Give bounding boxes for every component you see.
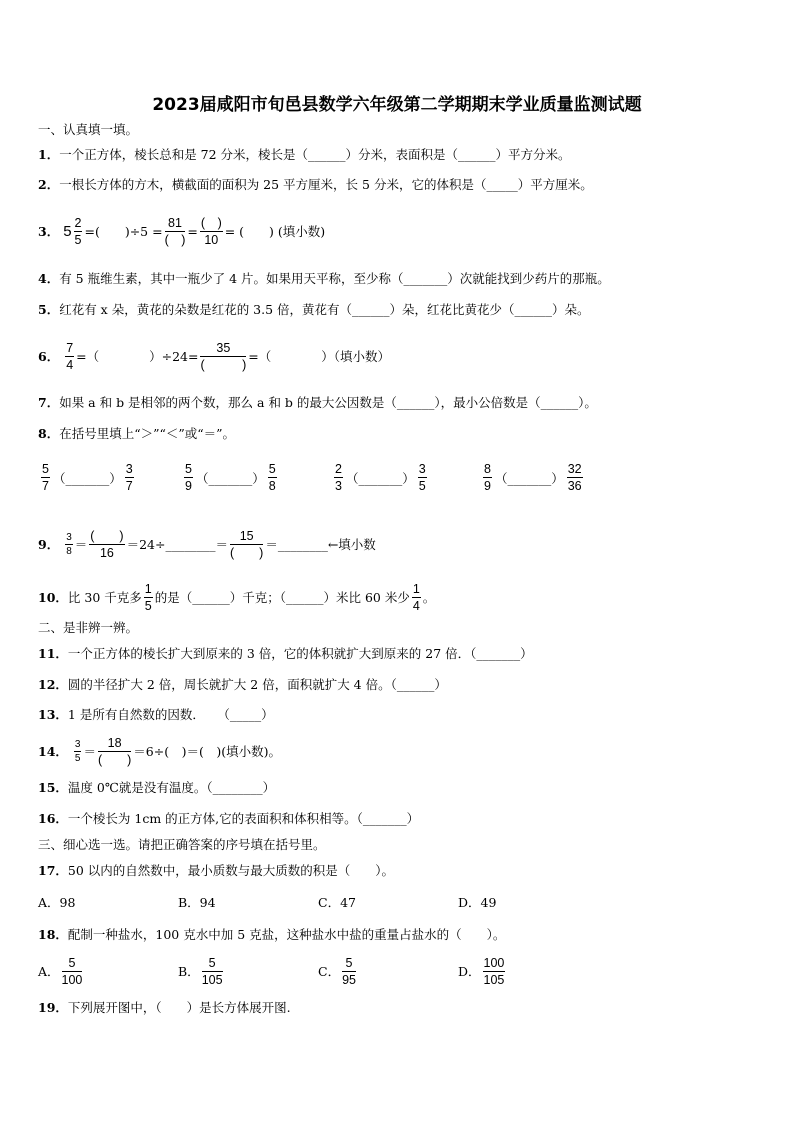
question-16: [38, 811, 419, 827]
question-13: [38, 707, 274, 723]
question-text: = ( ) (填小数): [224, 223, 326, 239]
question-2: [38, 177, 593, 193]
option-a[interactable]: A．98: [38, 895, 76, 910]
fraction: [483, 956, 506, 987]
denominator: 7: [42, 479, 49, 493]
question-number: 17．: [38, 863, 68, 878]
compare-item: [480, 462, 586, 493]
numerator: 5: [62, 956, 83, 972]
question-3: [38, 210, 325, 253]
denominator: ( ): [97, 753, 132, 767]
question-text: 一个正方体，棱长总和是 72 分米，棱长是（______）分米，表面积是（______）平方分米。: [59, 147, 571, 162]
denominator: 8: [268, 479, 276, 493]
question-number: 10．: [38, 589, 68, 605]
question-text: 1 是所有自然数的因数． （_____）: [67, 707, 274, 722]
denominator: 7: [125, 479, 133, 493]
denominator: 4: [66, 358, 74, 372]
compare-item: [331, 462, 430, 493]
option-letter: D．: [458, 963, 481, 979]
question-4: [38, 271, 610, 287]
fraction: [98, 736, 131, 767]
denominator: 36: [567, 479, 582, 493]
denominator: 4: [412, 599, 420, 613]
question-number: 2．: [38, 177, 60, 192]
numerator: 100: [483, 956, 505, 970]
option-b[interactable]: [178, 950, 318, 993]
fraction: [74, 739, 82, 764]
numerator: 3: [74, 739, 81, 750]
fraction: [125, 462, 134, 493]
numerator: 2: [335, 462, 342, 476]
question-text: ＝: [74, 536, 88, 552]
denominator: 5: [418, 479, 426, 493]
compare-item: [38, 462, 137, 493]
fraction: [342, 956, 356, 987]
question-7: [38, 395, 597, 411]
fraction: [65, 532, 73, 557]
question-number: 6．: [38, 348, 60, 364]
fraction: [334, 462, 343, 493]
question-14: [38, 730, 281, 773]
question-number: 18．: [38, 927, 68, 942]
denominator: 16: [99, 546, 114, 560]
question-6: [38, 335, 390, 378]
denominator: ( ): [200, 358, 247, 372]
fraction: [89, 529, 124, 560]
question-text: 一根长方体的方木，横截面的面积为 25 平方厘米，长 5 分米，它的体积是（_____）平方厘米。: [59, 177, 593, 192]
option-c[interactable]: [318, 950, 458, 993]
question-number: 11．: [38, 646, 68, 661]
fraction: [483, 462, 492, 493]
numerator: 32: [567, 462, 582, 476]
question-number: 14．: [38, 743, 68, 759]
numerator: 5: [185, 462, 192, 476]
question-17-options: [38, 895, 598, 911]
question-number: 12．: [38, 677, 68, 692]
numerator: 5: [342, 956, 356, 972]
fraction: [418, 462, 427, 493]
question-text: 如果 a 和 b 是相邻的两个数，那么 a 和 b 的最大公因数是（______），最小公倍数是（______）。: [59, 395, 597, 410]
denominator: 9: [484, 479, 491, 493]
answer-blank[interactable]: （_______）: [494, 470, 564, 486]
numerator: 2: [74, 216, 82, 230]
fraction: [62, 956, 83, 987]
option-b[interactable]: B．94: [178, 895, 216, 910]
section-3-heading: 三、细心选一选。请把正确答案的序号填在括号里。: [38, 837, 326, 852]
question-text: 圆的半径扩大 2 倍，周长就扩大 2 倍，面积就扩大 4 倍。（______）: [67, 677, 447, 692]
question-9: [38, 522, 376, 567]
numerator: ( ): [200, 216, 222, 230]
question-8: [38, 426, 235, 442]
denominator: 105: [201, 973, 223, 987]
numerator: 7: [66, 341, 74, 355]
section-2-heading: 二、是非辨一辨。: [38, 620, 139, 635]
question-number: 15．: [38, 780, 68, 795]
question-11: [38, 646, 533, 662]
numerator: ( ): [90, 529, 124, 543]
question-text: 比 30 千克多: [67, 589, 142, 605]
fraction: [268, 462, 277, 493]
question-number: 16．: [38, 811, 68, 826]
numerator: 1: [144, 582, 152, 596]
denominator: ( ): [164, 233, 186, 247]
answer-blank[interactable]: （_______）: [345, 470, 415, 486]
question-1: [38, 147, 571, 163]
fraction: [184, 462, 193, 493]
question-text: 一个正方体的棱长扩大到原来的 3 倍，它的体积就扩大到原来的 27 倍．（_______）: [67, 646, 533, 661]
fraction: [144, 582, 153, 613]
question-text: ＝________←填小数: [265, 536, 376, 552]
denominator: 5: [74, 233, 82, 247]
fraction: [200, 216, 223, 247]
question-text: 的是（______）千克；（______）米比 60 米少: [154, 589, 410, 605]
numerator: 3: [125, 462, 133, 476]
numerator: 18: [98, 736, 131, 752]
question-5: [38, 302, 590, 318]
numerator: 3: [418, 462, 426, 476]
fraction: [165, 216, 186, 247]
fraction: [41, 462, 50, 493]
fraction: [202, 956, 223, 987]
question-number: 3．: [38, 223, 60, 239]
option-c[interactable]: C．47: [318, 895, 356, 910]
question-number: 7．: [38, 395, 60, 410]
option-d[interactable]: [458, 950, 598, 993]
question-19: [38, 1000, 291, 1016]
numerator: 3: [66, 532, 72, 543]
compare-item: [181, 462, 280, 493]
denominator: 9: [185, 479, 192, 493]
option-d[interactable]: D．49: [458, 895, 497, 910]
question-text: 下列展开图中，（ ）是长方体展开图.: [67, 1000, 291, 1015]
denominator: 100: [61, 973, 83, 987]
question-text: 一个棱长为 1cm 的正方体,它的表面积和体积相等。（_______）: [67, 811, 420, 826]
fraction: [567, 462, 583, 493]
question-text: 50 以内的自然数中，最小质数与最大质数的积是（ ）。: [67, 863, 395, 878]
numerator: 35: [200, 341, 246, 357]
numerator: 81: [165, 216, 186, 232]
numerator: 1: [412, 582, 420, 596]
numerator: 5: [202, 956, 223, 972]
question-number: 19．: [38, 1000, 68, 1015]
question-text: 红花有 x 朵，黄花的朵数是红花的 3.5 倍，黄花有（______）朵，红花比黄花少（______）朵。: [59, 302, 590, 317]
question-text: ＝6÷( )＝( )(填小数)。: [133, 743, 281, 759]
question-text: =: [187, 223, 198, 239]
question-text: 温度 0℃就是没有温度。（________）: [67, 780, 276, 795]
page-title: 2023届咸阳市旬邑县数学六年级第二学期期末学业质量监测试题: [152, 95, 642, 115]
question-number: 9．: [38, 536, 60, 552]
numerator: 8: [484, 462, 491, 476]
question-text: ＝24÷________＝: [126, 536, 228, 552]
question-text: 。: [422, 589, 436, 605]
option-letter: B．: [178, 963, 200, 979]
denominator: 5: [144, 599, 152, 613]
question-17: [38, 863, 394, 879]
question-number: 5．: [38, 302, 60, 317]
answer-blank[interactable]: （_______）: [195, 470, 265, 486]
option-letter: C．: [318, 963, 341, 979]
numerator: 5: [42, 462, 49, 476]
question-text: 有 5 瓶维生素，其中一瓶少了 4 片。如果用天平称，至少称（_______）次就能找到少药片的那瓶。: [59, 271, 610, 286]
option-a[interactable]: [38, 950, 178, 993]
question-number: 8．: [38, 426, 60, 441]
denominator: 5: [74, 753, 81, 764]
question-text: =（ ）（填小数）: [248, 348, 391, 364]
denominator: 95: [342, 973, 356, 987]
numerator: 5: [268, 462, 276, 476]
denominator: 8: [66, 546, 72, 557]
denominator: ( ): [229, 546, 264, 560]
question-number: 4．: [38, 271, 60, 286]
question-text: =（ ）÷24=: [76, 348, 199, 364]
fraction: [412, 582, 421, 613]
answer-blank[interactable]: （_______）: [52, 470, 122, 486]
question-number: 1．: [38, 147, 60, 162]
numerator: 15: [230, 529, 263, 545]
question-18: [38, 927, 505, 943]
fraction: [230, 529, 263, 560]
mixed-whole: 5: [63, 222, 72, 240]
denominator: 3: [335, 479, 342, 493]
denominator: 10: [204, 233, 219, 247]
fraction: [65, 341, 74, 372]
option-letter: A．: [38, 963, 60, 979]
fraction: [200, 341, 246, 372]
question-10: [38, 575, 435, 620]
denominator: 105: [483, 973, 505, 987]
question-12: [38, 677, 447, 693]
question-text: 配制一种盐水，100 克水中加 5 克盐，这种盐水中盐的重量占盐水的（ ）。: [67, 927, 506, 942]
question-text: =( )÷5 =: [84, 223, 163, 239]
question-text: 在括号里填上“＞”“＜”或“＝”。: [59, 426, 236, 441]
fraction: [74, 216, 83, 247]
question-number: 13．: [38, 707, 68, 722]
section-1-heading: 一、认真填一填。: [38, 122, 139, 137]
question-18-options: [38, 950, 598, 993]
question-text: ＝: [83, 743, 96, 759]
question-15: [38, 780, 275, 796]
